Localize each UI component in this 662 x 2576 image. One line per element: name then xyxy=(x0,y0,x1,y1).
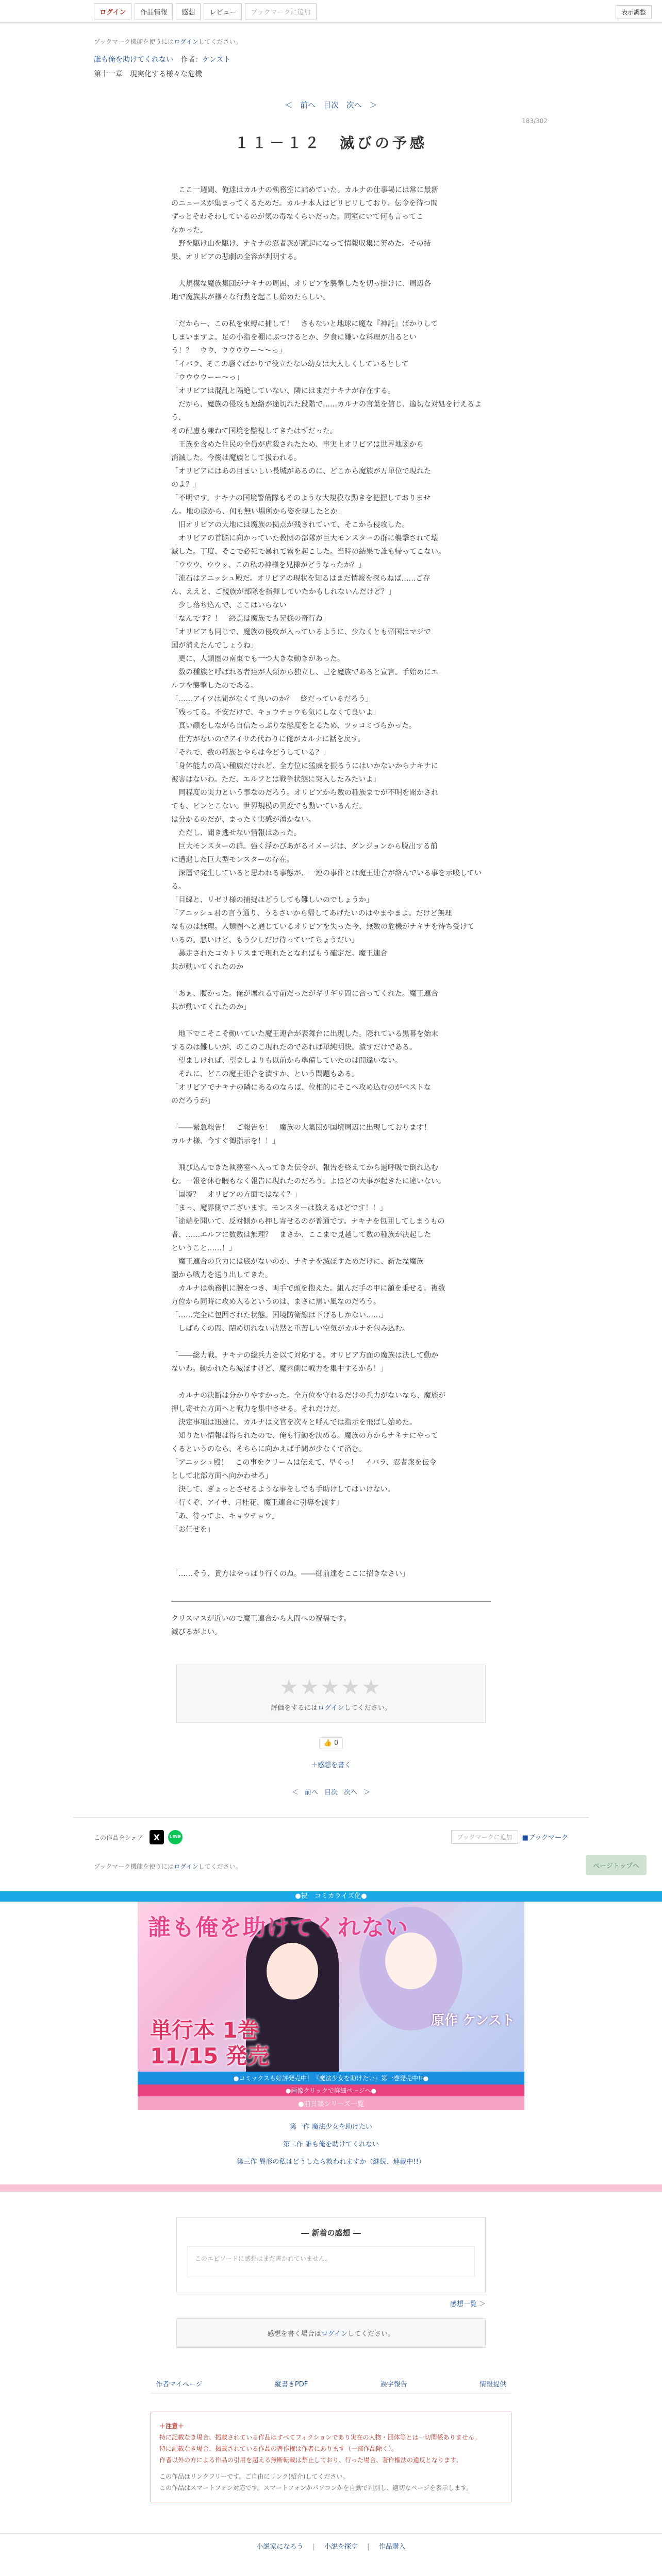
body-line: のニュースが集まってくるためだ。カルナ本人はピリピリしており、伝令を待つ間 xyxy=(171,199,438,208)
afterword xyxy=(171,1612,491,1639)
body-line: だから、魔族の侵攻も連絡が途切れた段階で……カルナの言葉を信じ、適切な対処を行えるよう、 xyxy=(171,400,482,422)
body-line: 「それで、数の種族とやらは今どうしている？」 xyxy=(171,749,330,757)
body-line xyxy=(171,974,491,987)
body-line: 真い顔をしながら自信たっぷりな態度をとるため、ツッコミづらかった。 xyxy=(171,722,417,730)
line-share-icon[interactable]: LINE xyxy=(168,1830,183,1844)
body-line: 「お任せを」 xyxy=(171,1526,214,1534)
body-line: 「オリビアでナキナの隣にあるのならば、位相的にそこへ攻め込むのがベストな xyxy=(171,1083,431,1092)
body-line: 滅した。丁度、そこで必死で暴れて霧を起こした。当時の結果で誰も帰ってこない。 xyxy=(171,548,445,556)
body-line: 「まっ、魔界側でございます。モンスターは数えるほどです！！」 xyxy=(171,1204,387,1212)
main-content xyxy=(73,37,589,1797)
notice-lines xyxy=(159,2432,503,2466)
body-line: ないわ。動かれたら滅ぼすけど、魔界側に戦力を集中するから！」 xyxy=(171,1365,388,1373)
body-line: 「あ、待ってよ、キョウチョウ」 xyxy=(171,1512,279,1520)
rating-note: 評価をするにはログインしてください。 xyxy=(271,1704,391,1712)
body-line: に遭遇した巨大型モンスターの存在。 xyxy=(171,856,294,864)
body-line: 「行くぞ、アイサ、月桂花、魔王連合に引導を渡す」 xyxy=(171,1499,343,1507)
body-line: 同程度の実力という事なのだろう。オリビアから数の種族までが不明を聞かされ xyxy=(171,789,438,797)
body-line: カルナの決断は分かりやすかった。全方位を守れるだけの兵力がないなら、魔族が xyxy=(171,1392,445,1400)
new-impressions-empty: このエピソードに感想はまだ書かれていません。 xyxy=(187,2246,475,2277)
next-link-bottom[interactable]: 次へ ＞ xyxy=(344,1789,371,1797)
chapter-title: 第十一章 現実化する様々な危機 xyxy=(94,70,202,78)
body-line: 望ましければ、望ましよりも以前から準備していたのは間違いない。 xyxy=(171,1057,402,1065)
series-title-link[interactable]: 誰も俺を助けてくれない xyxy=(94,56,173,64)
x-share-icon[interactable]: X xyxy=(150,1830,164,1844)
episode-body xyxy=(171,183,491,1536)
impressions-list-link[interactable]: 感想一覧 ＞ xyxy=(450,2300,486,2308)
bookmark-login-link[interactable]: ログイン xyxy=(174,38,198,45)
add-bookmark-button-bottom[interactable]: ブックマークに追加 xyxy=(451,1830,518,1844)
body-line: しばらくの間、閉め切れない沈黙と重苦しい空気がカルナを包み込む。 xyxy=(171,1325,409,1333)
body-line: 「――総力戦。ナキナの総兵力を以て対応する。オリビア方面の魔族は決して動か xyxy=(171,1351,438,1360)
body-line xyxy=(171,304,491,317)
body-line: ルフを襲撃したのである。 xyxy=(171,682,258,690)
bottom-nav-link[interactable]: 小説を探す xyxy=(324,2543,358,2551)
bottom-pager xyxy=(73,1787,589,1797)
prev-link[interactable]: ＜ 前へ xyxy=(285,100,316,110)
body-line: のよ？」 xyxy=(171,481,200,489)
body-line: 「オリビアは混乱と隔絶していない、隣にはまだナキナが存在する。 xyxy=(171,387,395,395)
body-line: として北部方面へ向かわせろ」 xyxy=(171,1472,272,1480)
new-impressions-title: ― 新着の感想 ― xyxy=(301,2228,361,2238)
body-line: う！？ ウウ、ウウウウー～～っ」 xyxy=(171,347,286,355)
body-line: のだろうが」 xyxy=(171,1097,214,1105)
body-line: 共が動いてくれたのか」 xyxy=(171,1003,251,1011)
body-line: 更に、人類圏の南東でも一つ大きな動きがあった。 xyxy=(171,655,344,663)
body-line: 「オリビアにはあの目まいしい長城があるのに、どこから魔族が万単位で現れた xyxy=(171,467,431,476)
impression-login-note: 感想を書く場合はログインしてください。 xyxy=(176,2318,486,2348)
banner-caption: ●コミックスも好評発売中！『魔法少女を助けたい』第一巻発売中!!● xyxy=(138,2072,524,2084)
series-list-item[interactable]: 第二作 誰も俺を助けてくれない xyxy=(283,2141,379,2148)
body-line: 「ウウウ、ウウッ、この私の神様を兄様がどうなったか？」 xyxy=(171,561,366,569)
body-line: 決定事項は迅速に、カルナは文官を次々と呼んでは指示を飛ばし始めた。 xyxy=(171,1418,417,1427)
body-line: オリビアの首脳に向かっていた教団の部隊が巨大モンスターの群に襲撃されて壊 xyxy=(171,534,438,543)
episode-title: １１－１２ 滅びの予感 xyxy=(234,134,427,151)
new-impressions-box xyxy=(176,2217,486,2293)
share-bookmark-group xyxy=(451,1830,568,1844)
body-line: 「あぁ、腹かった。俺が壊れる寸前だったがギリギリ間に合ってくれた。魔王連合 xyxy=(171,990,438,998)
body-line: 「残ってる。不安だけで、キョウチョウも気にしなくて良いよ」 xyxy=(171,708,380,717)
series-info: 誰も俺を助けてくれない 作者：ケンスト xyxy=(94,56,231,64)
body-line: 「……完全に包囲された状態。国境防衛線は下げるしかない……」 xyxy=(171,1311,388,1319)
body-line: 「目線と、リゼリ様の捕捉はどうしても難しいのでしょうか」 xyxy=(171,896,373,904)
body-line xyxy=(171,1335,491,1349)
body-line xyxy=(171,1376,491,1389)
bookmark-note: ブックマーク機能を使うにはログインしてください。 xyxy=(94,38,242,45)
body-line: 「身体能力の高い種族だけれど、全方位に猛威を振るうにはいかないからナキナに xyxy=(171,762,438,770)
afterword-divider xyxy=(171,1601,491,1602)
body-line: くるというのなら、そちらに向かえば手間が少なくて済む。 xyxy=(171,1445,366,1453)
series-list-header: ●前日談シリーズ一覧 xyxy=(138,2096,524,2110)
comic-banner[interactable] xyxy=(138,1902,524,2072)
notice-link-free: この作品はリンクフリーです。ご自由にリンク(紹介)してください。 xyxy=(159,2473,349,2480)
body-line: 被害はないわ。ただ、エルフとは戦争状態に突入したみたいよ」 xyxy=(171,775,380,784)
body-line: 方位から同時に攻め入るというのは、まさに黒い風なのだろう。 xyxy=(171,1298,380,1306)
body-line: 共が動いてくれたのか xyxy=(171,963,243,971)
body-line: 少し落ち込んで、ここはいらない xyxy=(171,601,287,609)
body-line: カルナは執務机に腕をつき、両手で頭を抱えた。組んだ手の甲に額を乗せる。複数 xyxy=(171,1284,445,1293)
body-line: その配慮も兼ねて国境を監視してきたはずだった。 xyxy=(171,427,337,435)
author-link[interactable]: ケンスト xyxy=(202,56,231,64)
next-link[interactable]: 次へ ＞ xyxy=(346,100,377,110)
body-line: ただし、聞き逃せない情報はあった。 xyxy=(171,829,301,837)
impressions-button[interactable]: 感想 xyxy=(176,3,201,20)
series-list xyxy=(0,2119,662,2171)
rating-login-link[interactable]: ログイン xyxy=(318,1704,344,1712)
body-line xyxy=(171,1014,491,1027)
prev-link-bottom[interactable]: ＜ 前へ xyxy=(291,1789,318,1797)
body-line: 地下でこそこそ動いていた魔王連合が表舞台に出現した。隠れている黒幕を始末 xyxy=(171,1030,438,1038)
share-label: この作品をシェア xyxy=(94,1834,143,1841)
like-row xyxy=(73,1737,589,1749)
body-line: 巨大モンスターの群。強く浮かびあがるイメージは、ダンジョンから脱出する前 xyxy=(171,842,438,851)
bottom-nav xyxy=(0,2533,662,2551)
banner-title: 誰も俺を助けてくれない xyxy=(148,1914,409,1941)
bottom-nav-separator: | xyxy=(358,2543,379,2551)
pink-divider xyxy=(0,2184,662,2192)
body-line: 押し寄せた方面へと戦力を集中させる。それだけだ。 xyxy=(171,1405,344,1413)
bottom-nav-separator: | xyxy=(303,2543,324,2551)
footer-link[interactable]: 縦書きPDF xyxy=(274,2381,308,2388)
body-line xyxy=(171,264,491,277)
thumbs-up-icon: 👍 xyxy=(323,1739,332,1747)
body-line: 果、オリビアの悲劇の全容が判明する。 xyxy=(171,253,301,261)
top-header xyxy=(0,0,662,23)
body-line: 消滅した。今後は魔族として扱われる。 xyxy=(171,454,301,462)
body-line: 地で魔族共が様々な行動を起こし始めたらしい。 xyxy=(171,293,330,301)
body-line: 魔王連合の兵力には底がないのか、ナキナを滅ぼすためだけに、新たな魔族 xyxy=(171,1258,424,1266)
notice-line: 作者以外の方による作品の引用を超える無断転載は禁止しており、行った場合、著作権法の違反となります。 xyxy=(159,2456,462,2464)
body-line: 深層で発生していると思われる事態が、一連の事件とは魔王連合が絡んでいる事を示唆している。 xyxy=(171,869,482,891)
body-line: 「なんです？！ 終焉は魔族でも兄様の奇行ね」 xyxy=(171,615,330,623)
footer-link[interactable]: 情報提供 xyxy=(479,2381,506,2388)
body-line: 決して、ぎょっとさせるような事をしでも手助けしてはいけない。 xyxy=(171,1485,395,1494)
banner-release: 単行本 1巻 11/15 発売 xyxy=(150,2018,269,2069)
body-line: 知りたい情報は得られたので、俺も行動を決める。魔族の方からナキナにやって xyxy=(171,1432,438,1440)
notice-smartphone: この作品はスマートフォン対応です。スマートフォンかパソコンかを自動で判別し、適切なページを表示します。 xyxy=(159,2484,473,2492)
body-line: 「不明です。ナキナの国境警備隊もそのような大規模な動きを把握しておりませ xyxy=(171,494,431,502)
body-line: 仕方がないのでアイサの代わりに俺がカルナに話を戻す。 xyxy=(171,735,365,743)
works-info-button[interactable]: 作品情報 xyxy=(135,3,173,20)
body-line: 「ウウウウーー～っ」 xyxy=(171,374,243,382)
body-line: ここ一週間、俺達はカルナの執務室に詰めていた。カルナの仕事場には常に最新 xyxy=(171,186,438,194)
bookmark-link[interactable]: ■ブックマーク xyxy=(522,1834,568,1842)
like-count: 0 xyxy=(334,1739,339,1747)
bottom-nav-link[interactable]: 小説家になろう xyxy=(256,2543,304,2551)
display-settings-button[interactable]: 表示調整 xyxy=(616,5,652,19)
notice-box xyxy=(151,2412,511,2502)
afterword-line: クリスマスが近いので魔王連合から人間への祝福です。 xyxy=(171,1615,351,1623)
body-line: 「だからー、この私を束縛に捕して！ さもないと地球に魔な『神託』ばかりして xyxy=(171,320,438,328)
banner-strip: ●祝 コミカライズ化● xyxy=(0,1891,662,1902)
bottom-nav-link[interactable]: 作品購入 xyxy=(378,2543,406,2551)
body-line: しまいますよ。足の小指を棚にぶつけるとか、夕食に嫌いな料理が出るとい xyxy=(171,333,417,342)
toc-link-bottom[interactable]: 目次 xyxy=(324,1789,338,1797)
rating-stars[interactable]: ★★★★★ xyxy=(279,1675,383,1699)
body-line: 「アニッシュ君の言う通り、うるさいから帰してあげたいのはやまやまよ。だけど無理 xyxy=(171,909,452,918)
body-line: は分かるのだが、まったく実感が湧かない。 xyxy=(171,816,316,824)
rating-box xyxy=(176,1665,486,1723)
share-row xyxy=(73,1817,589,1844)
banner-author: 原作 ケンスト xyxy=(431,2013,515,2028)
impression-login-link[interactable]: ログイン xyxy=(321,2330,348,2338)
body-line: 国が消えたんでしょうね」 xyxy=(171,641,258,650)
body-line: いるの。悪いけど、もう少しだけ待っていてちょうだい」 xyxy=(171,936,359,944)
episode-counter: 183/302 xyxy=(522,117,548,125)
bookmark-login-link-bottom[interactable]: ログイン xyxy=(174,1863,198,1870)
body-line: それに、どこの魔王連合を潰すか、という問題もある。 xyxy=(171,1070,359,1078)
body-line: カルナ様、今すぐ御指示を！！」 xyxy=(171,1137,279,1145)
body-line: 飛び込んできた執務室へ入ってきた伝令が、報告を終えてから過呼吸で倒れ込む xyxy=(171,1164,438,1172)
series-list-item[interactable]: 第三作 異形の私はどうしたら救われますか（継続、連載中!!） xyxy=(237,2158,425,2166)
bookmark-note-bottom: ブックマーク機能を使うにはログインしてください。 xyxy=(94,1863,242,1870)
series-list-item[interactable]: 第一作 魔法少女を助けたい xyxy=(289,2123,373,2131)
footer-links xyxy=(151,2379,511,2394)
like-button[interactable] xyxy=(319,1737,343,1749)
body-line: む。一報を休む暇もなく報告に現れたのだろう。よほどの大事が起きたに違いない。 xyxy=(171,1177,445,1185)
episode-closing xyxy=(171,1567,491,1581)
page-top-button[interactable]: ページトップへ xyxy=(586,1855,647,1875)
footer-link[interactable]: 作者マイページ xyxy=(156,2381,203,2388)
notice-title: ＋注意＋ xyxy=(159,2422,185,2430)
body-line xyxy=(171,1108,491,1121)
body-line: ても、ピンとこない。世界規模の異変でも動いているんだ。 xyxy=(171,802,366,810)
top-pager xyxy=(73,99,589,110)
body-line: 「流石はアニッシュ殿だ。オリビアの現状を知るはまだ情報を探らねば……ご存 xyxy=(171,574,431,583)
body-line: 数の種族と呼ばれる者達が人類から独立し、己を魔族であると宣言。手始めにエ xyxy=(171,668,438,676)
closing-line: 「……そう、貴方はやっぱり行くのね。――御前達をここに招きなさい」 xyxy=(171,1570,409,1578)
body-line: 者、……エルフに数数は無理？ まさか、ここまで見越して数の種族が決起した xyxy=(171,1231,431,1239)
body-line: なかった。 xyxy=(171,226,207,234)
body-line: 「オリビアも同じで、魔族の侵攻が入っているように、少なくとも帝国はマジで xyxy=(171,628,431,636)
body-line: 「国境？ オリビアの方面ではなく？」 xyxy=(171,1191,301,1199)
body-line: 「途端を聞いて、反対側から押し寄せるのが普通です。ナキナを包囲してしまうもの xyxy=(171,1217,445,1226)
body-line xyxy=(171,1148,491,1161)
login-button[interactable]: ログイン xyxy=(94,3,131,20)
notice-line: 特に記載なき場合、掲載されている作品はすべてフィクションであり実在の人物・団体等とは一切関係ありません。 xyxy=(159,2434,481,2441)
body-line: 王族を含めた住民の全員が虐殺されたため、事実上オリビアは世界地図から xyxy=(171,440,424,449)
body-line: ずっとそわそわしているのが気の毒なくらいだった。同室にいて何も言ってこ xyxy=(171,213,424,221)
body-line: 圏から戦力を送り出してきた。 xyxy=(171,1271,272,1279)
character-face-left xyxy=(267,1943,318,1999)
footer-link[interactable]: 誤字報告 xyxy=(380,2381,407,2388)
body-line: 野を駆け山を駆け、ナキナの忍者衆が躍起になって情報収集に努めた。その結 xyxy=(171,240,431,248)
reviews-button[interactable]: レビュー xyxy=(204,3,242,20)
body-line: ん。地の底から、何も無い場所から姿を現したとか」 xyxy=(171,507,345,516)
afterword-line: 滅びるがよい。 xyxy=(171,1628,222,1636)
body-line: するのは難しいが、のこのこ現れたのであれば単純明快。潰すだけである。 xyxy=(171,1043,417,1052)
body-line: ということ……！」 xyxy=(171,1244,236,1252)
body-line: ん、ええと、ご親族が部隊を指揮していたかもしれないんだけど？」 xyxy=(171,588,395,596)
toc-link[interactable]: 目次 xyxy=(323,100,339,110)
body-line: 旧オリビアの大地には魔族の拠点が残されていて、そこから侵攻した。 xyxy=(171,521,409,529)
body-line: 「――緊急報告！ ご報告を！ 魔族の大集団が国境周辺に出現しております！ xyxy=(171,1124,431,1132)
add-bookmark-button[interactable]: ブックマークに追加 xyxy=(245,3,316,20)
body-line: 「アニッシュ殿！ この事をクリームは伝えて、早くっ！ イバラ、忍者衆を伝令 xyxy=(171,1459,437,1467)
body-line: 大規模な魔族集団がナキナの周囲、オリビアを襲撃したを切っ掛けに、周辺各 xyxy=(171,280,431,288)
body-line: 暴走されたコカトリスまで現れたとなればもう確定だ。魔王連合 xyxy=(171,950,388,958)
notice-line: 特に記載なき場合、掲載されている作品の著作権は作者にあります（一部作品除く）。 xyxy=(159,2445,398,2452)
banner-click-note: ●画像クリックで詳細ページへ● xyxy=(138,2084,524,2096)
write-impression-link[interactable]: ＋感想を書く xyxy=(310,1761,351,1769)
body-line: なものは無理。人類圏へと通じているオリビアを失った今、無数の危機がナキナを待ち受けて xyxy=(171,923,474,931)
body-line: 「イバラ、そこの騒ぐばかりで役立たない幼女は大人しくしているとして xyxy=(171,360,409,368)
body-line: 「……アイツは間がなくて良いのか？ 終だっているだろう」 xyxy=(171,695,373,703)
